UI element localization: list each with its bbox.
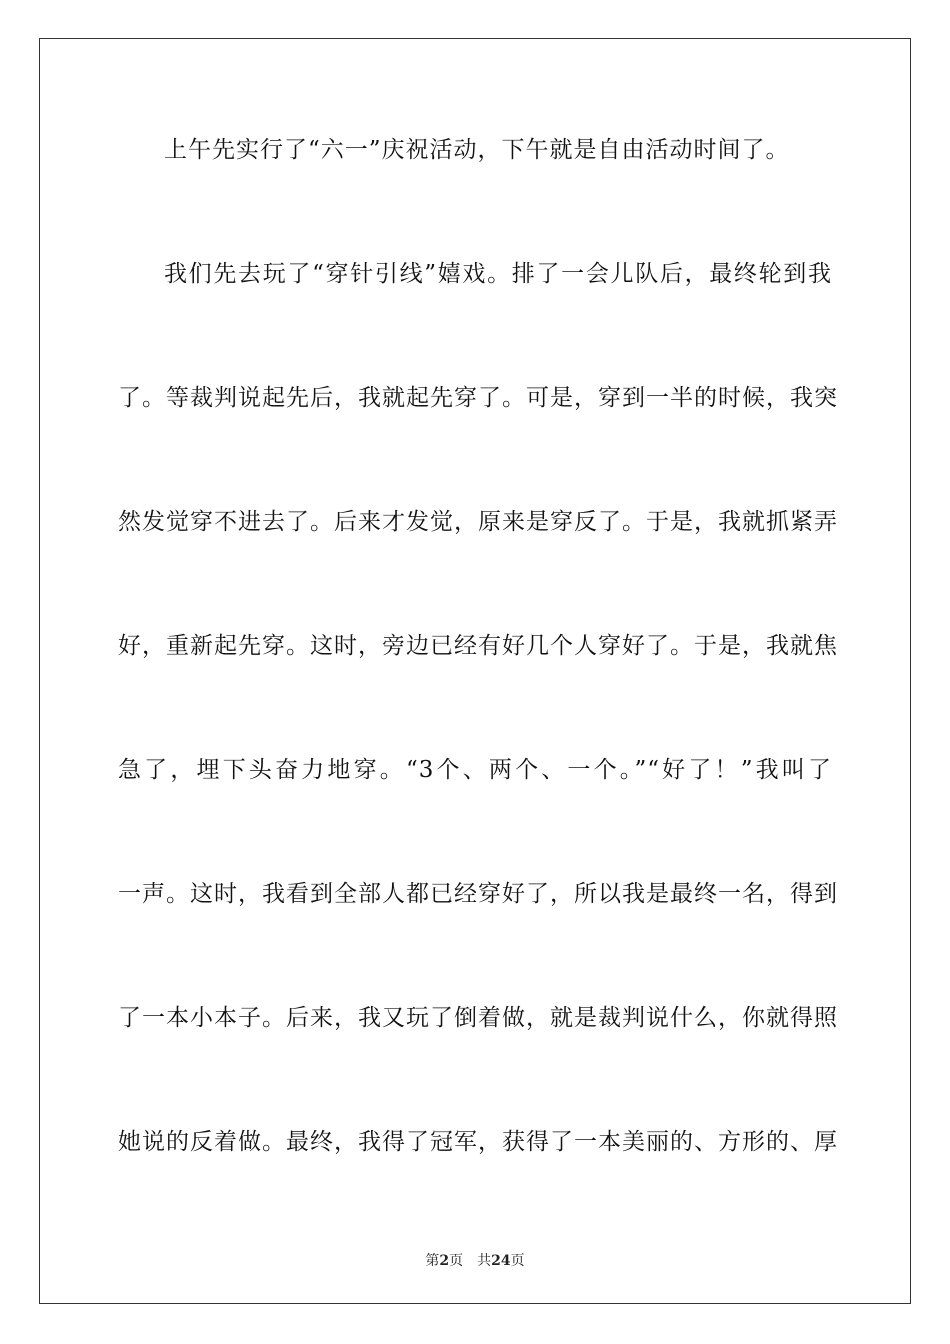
- paragraph-2-line-2: 了。等裁判说起先后，我就起先穿了。可是，穿到一半的时候，我突: [118, 385, 838, 411]
- paragraph-2-line-4: 好，重新起先穿。这时，旁边已经有好几个人穿好了。于是，我就焦: [118, 633, 838, 659]
- total-prefix: 共: [477, 1253, 492, 1269]
- paragraph-2-line-3: 然发觉穿不进去了。后来才发觉，原来是穿反了。于是，我就抓紧弄: [118, 509, 838, 535]
- page-suffix: 页: [449, 1253, 464, 1269]
- page-footer: [0, 1250, 950, 1270]
- total-suffix: 页: [510, 1253, 525, 1269]
- paragraph-2-line-1: 我们先去玩了“穿针引线”嬉戏。排了一会儿队后，最终轮到我: [164, 261, 832, 287]
- page-number-indicator: [425, 1253, 463, 1269]
- paragraph-2-line-7: 了一本小本子。后来，我又玩了倒着做，就是裁判说什么，你就得照: [118, 1005, 838, 1031]
- paragraph-1-line-1: 上午先实行了“六一”庆祝活动，下午就是自由活动时间了。: [164, 137, 790, 163]
- paragraph-2-line-5: 急了，埋下头奋力地穿。“3个、两个、一个。”“好了！”我叫了: [118, 757, 832, 783]
- page-prefix: 第: [425, 1253, 440, 1269]
- current-page-number: 2: [439, 1253, 450, 1269]
- paragraph-2-line-6: 一声。这时，我看到全部人都已经穿好了，所以我是最终一名，得到: [118, 881, 838, 907]
- page-border: [39, 38, 911, 1304]
- total-pages-indicator: [477, 1253, 524, 1269]
- paragraph-2-line-8: 她说的反着做。最终，我得了冠军，获得了一本美丽的、方形的、厚: [118, 1129, 838, 1155]
- total-pages-number: 24: [491, 1253, 511, 1269]
